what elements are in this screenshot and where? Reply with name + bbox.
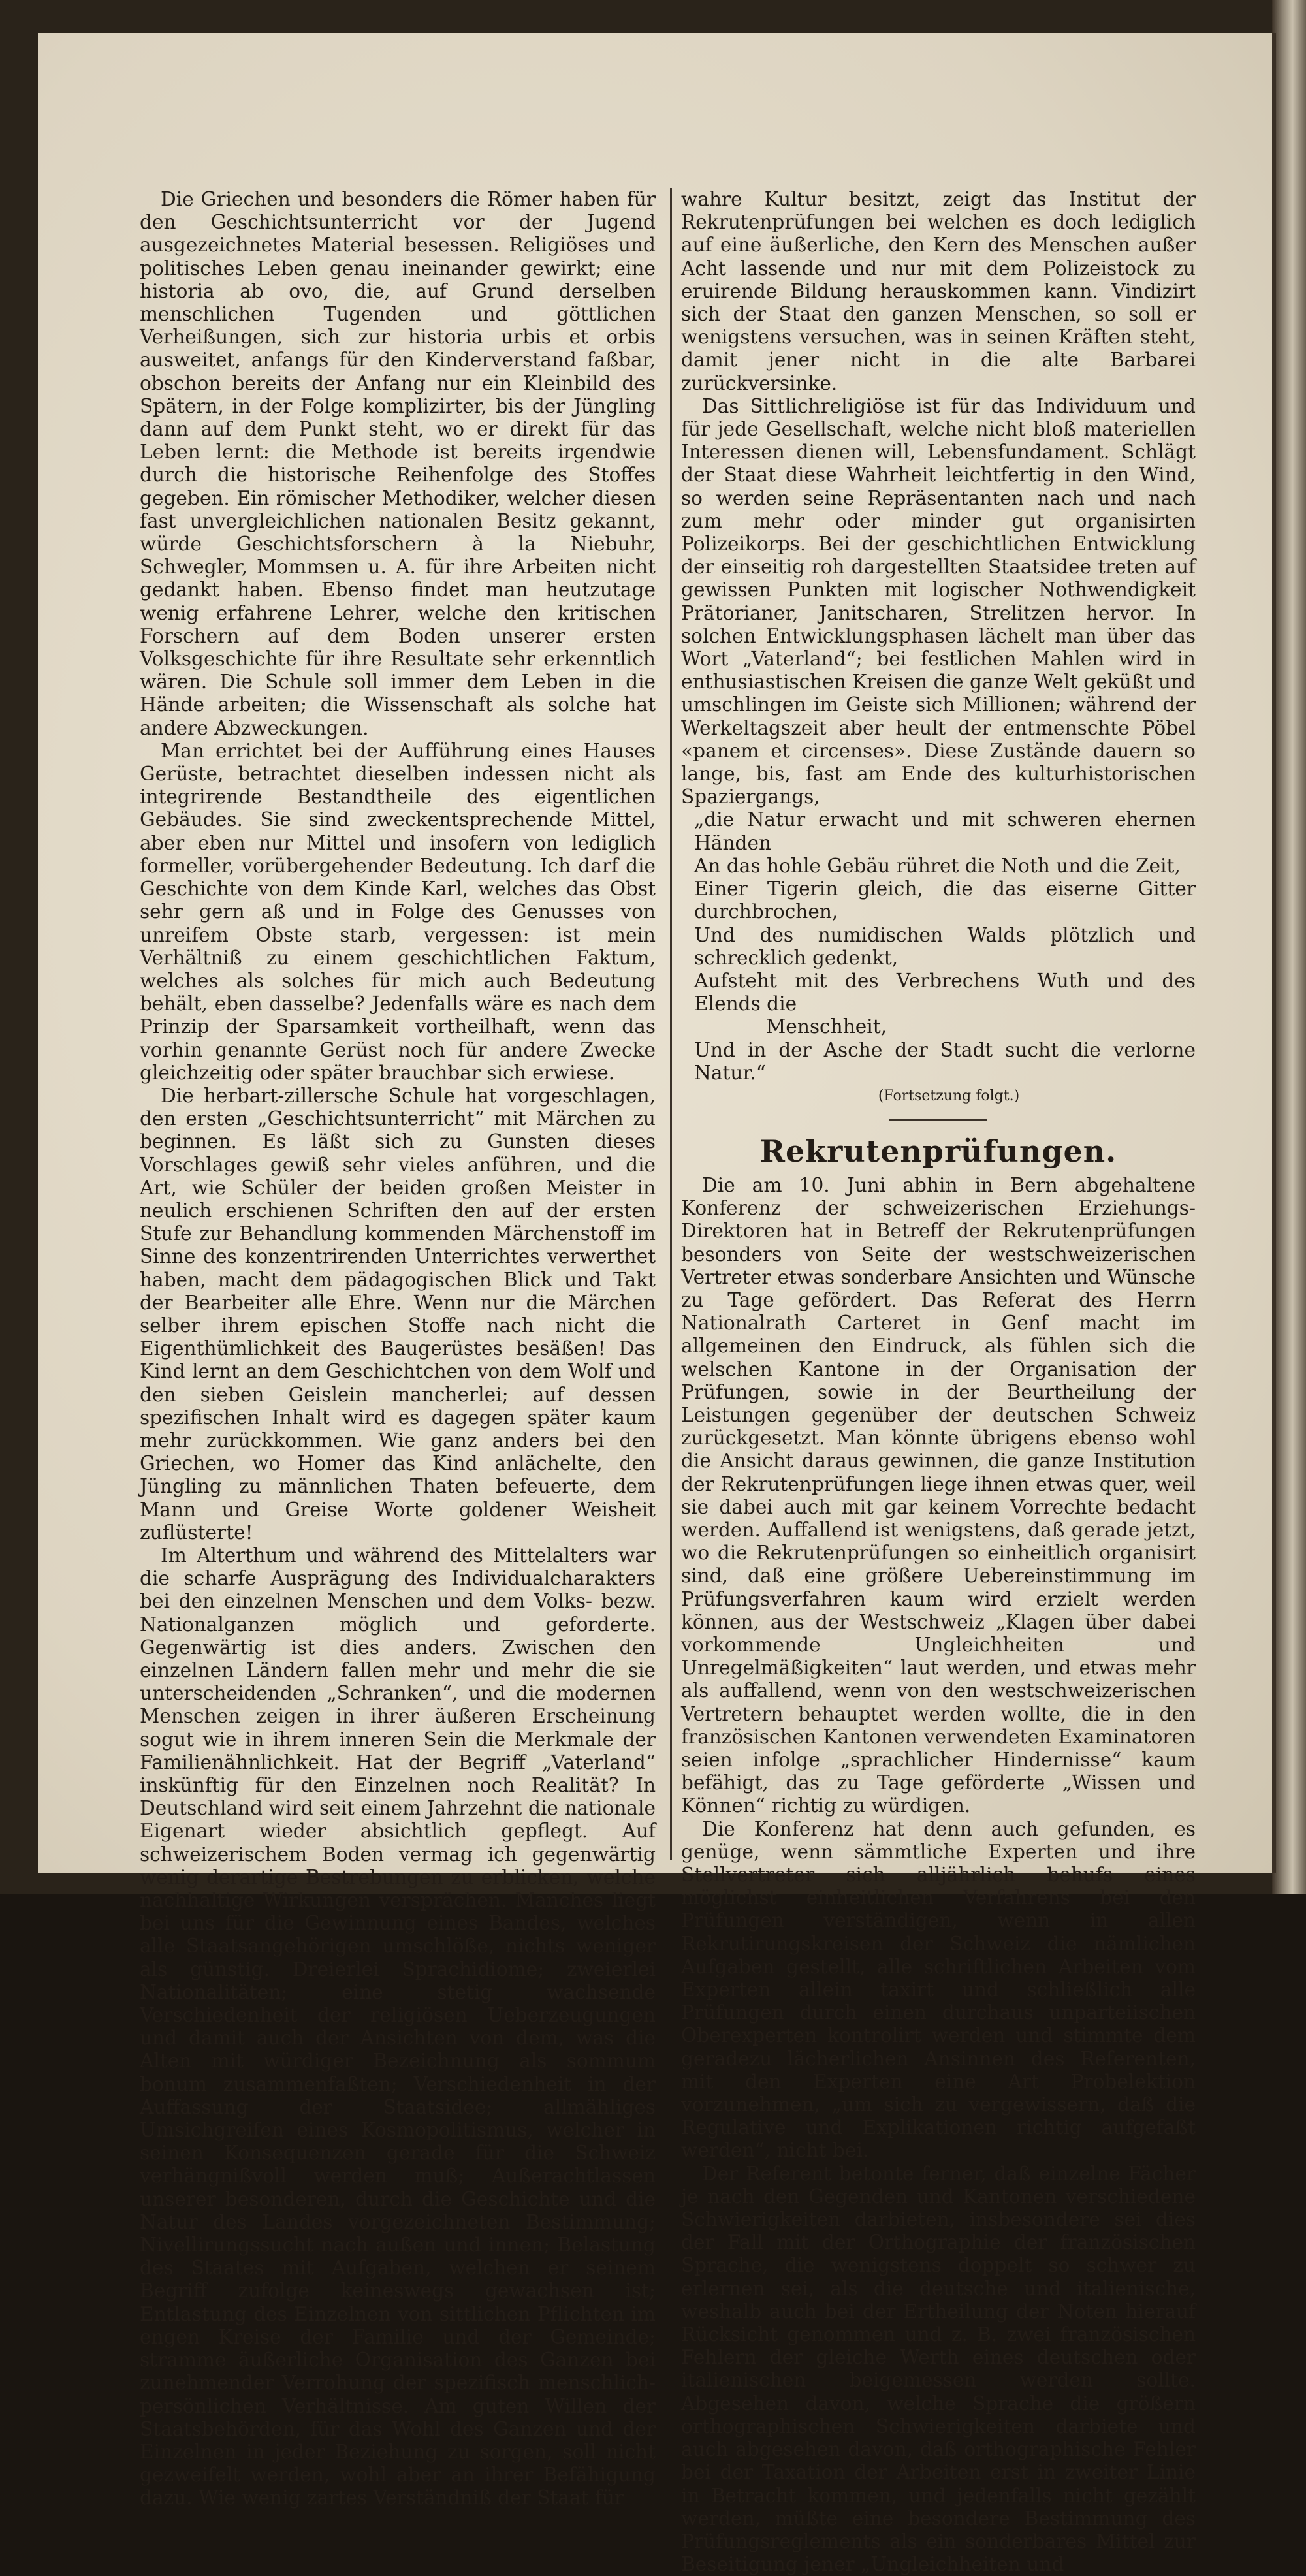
continued-note: (Fortsetzung folgt.) <box>878 1087 1020 1104</box>
verse-line: Aufsteht mit des Verbrechens Wuth und des Elends die <box>694 969 1196 1015</box>
paragraph-scaffolding: Man errichtet bei der Aufführung eines Hauses Gerüste, betrachtet dieselben indessen nicht als integrirende Bestandtheile des eigentlichen Gebäudes. Sie sind zweckentsprechende Mittel, aber eben nur Mittel und insofern von lediglich formeller, vorübergehender Bedeutung. Ich darf die Geschichte von dem Kinde Karl, welches das Obst sehr gern aß und in Folge des Genusses von unreifem Obste starb, vergessen: ist mein Verhältniß zu einem geschichtlichen Faktum, welches als solches für mich auch Bedeutung behält, eben dasselbe? Jedenfalls wäre es nach dem Prinzip der Sparsamkeit vortheilhaft, wenn das vorhin genannte Gerüst noch für andere Zwecke gleichzeitig oder später brauchbar sich erwiese. <box>140 739 656 1084</box>
right-column <box>681 188 1196 2576</box>
article-paragraph: Der Referent betonte ferner, daß einzelne Fächer je nach den Gegenden und Kantonen verschiedene Schwierigkeiten darbieten, insbesondere sei dies der Fall mit der Orthographie der französischen Sprache, die wenigstens doppelt so schwer zu erlernen sei, als die deutsche und italienische, weshalb auch bei der Ertheilung der Noten hierauf Rücksicht genommen und z. B. zwei französischen Fehlern der gleiche Werth eines deutschen oder italienischen beigemessen werden sollte. Abgesehen davon, welche Sprache die größern orthographischen Schwierigkeiten darbiete und auch abgesehen davon, daß orthographische Fehler bei der Taxation der Arbeiten erst in zweiter Linie in Betracht kommen, und jedenfalls nicht gezählt werden, müßte eine besondere Bestimmung des Prüfungsreglements als ein sonderbares Mittel zur Beseitigung jener „Ungleichheiten und <box>681 2162 1196 2576</box>
verse-line: Menschheit, <box>766 1015 887 1038</box>
paragraph-national-character: Im Alterthum und während des Mittelalters war die scharfe Ausprägung des Individualcharakters bei den einzelnen Menschen und dem Volks- bezw. Nationalganzen möglich und geforderte. Gegenwärtig ist dies anders. Zwischen den einzelnen Ländern fallen mehr und mehr die sie unterscheidenden „Schranken“, und die modernen Menschen zeigen in ihrer äußeren Erscheinung sogut wie in ihrem inneren Sein die Merkmale der Familienähnlichkeit. Hat der Begriff „Vaterland“ inskünftig für den Einzelnen noch Realität? In Deutschland wird seit einem Jahrzehnt die nationale Eigenart wieder absichtlich gepflegt. Auf schweizerischem Boden vermag ich gegenwärtig wenig derartige Bestrebungen zu erblicken, welche nachhaltige Wirkungen versprächen. Manches liegt bei uns für die Gewinnung eines Bandes, welches alle Staatsangehörigen umschlöße, nichts weniger als günstig. Dreierlei Sprachidiome; zweierlei Nationalitäten; eine stetig wachsende Verschiedenheit der religiösen Ueberzeugungen und damit auch der Ansichten von dem, was die Alten mit würdiger Bezeichnung als sommum bonum zusammenfaßten; Verschiedenheit in der Auffassung der Staatsidee; allmähliges Umsichgreifen eines Kosmopolitismus, welcher in seinen Konsequenzen gerade für die Schweiz verhängnißvoll werden muß; Außerachtlassen unserer besonderen, durch die Geschichte und die Natur des Landes vorgezeichneten Bestimmung; Nivellirungssucht nach außen und innen; Belastung des Staates mit Aufgaben, welchen er seinem Begriff zufolge keineswegs gewachsen ist; Entlastung des Einzelnen von sittlichen Pflichten im engen Kreise der Familie und der Gemeinde; stramme äußerliche Organisation des Ganzen bei zunehmender Verrohung der spezifisch menschlich-persönlichen Verhältnisse. Am guten Willen der Staatsbehörden, für das Wohl des Ganzen und der Einzelnen in jeder Beziehung zu sorgen, soll nicht gezweifelt werden, wohl aber an ihrer Befähigung dazu. Wie wenig zartes Verständniß der Staat für <box>140 1544 656 2509</box>
verse-line: Und des numidischen Walds plötzlich und schrecklich gedenkt, <box>694 923 1196 969</box>
paragraph-continuation: wahre Kultur besitzt, zeigt das Institut der Rekrutenprüfungen bei welchen es doch lediglich auf eine äußerliche, den Kern des Menschen außer Acht lassende und nur mit dem Polizeistock zu eruirende Bildung herauskommen kann. Vindizirt sich der Staat den ganzen Menschen, so soll er wenigstens versuchen, was in seinen Kräften steht, damit jener nicht in die alte Barbarei zurückversinke. <box>681 188 1196 394</box>
left-column <box>140 188 656 2510</box>
paragraph-sittlichreligioese: Das Sittlichreligiöse ist für das Individuum und für jede Gesellschaft, welche nicht bloß materiellen Interessen dienen will, Lebensfundament. Schlägt der Staat diese Wahrheit leichtfertig in den Wind, so werden seine Repräsentanten nach und nach zum mehr oder minder gut organisirten Polizeikorps. Bei der geschichtlichen Entwicklung der einseitig roh dargestellten Staatsidee treten auf gewissen Punkten mit logischer Nothwendigkeit Prätorianer, Janitscharen, Strelitzen hervor. In solchen Entwicklungsphasen lächelt man über das Wort „Vaterland“; bei festlichen Mahlen wird in enthusiastischen Kreisen die ganze Welt geküßt und umschlingen im Geiste sich Millionen; während der Werkeltagszeit aber heult der entmenschte Pöbel «panem et circenses». Diese Zustände dauern so lange, bis, fast am Ende des kulturhistorischen Spaziergangs, <box>681 394 1196 808</box>
article-paragraph: Die am 10. Juni abhin in Bern abgehaltene Konferenz der schweizerischen Erziehungs-Direktoren hat in Betreff der Rekrutenprüfungen besonders von Seite der westschweizerischen Vertreter etwas sonderbare Ansichten und Wünsche zu Tage gefördert. Das Referat des Herrn Nationalrath Carteret in Genf macht im allgemeinen den Eindruck, als fühlen sich die welschen Kantone in der Organisation der Prüfungen, sowie in der Beurtheilung der Leistungen gegenüber der deutschen Schweiz zurückgesetzt. Man könnte übrigens ebenso wohl die Ansicht daraus gewinnen, die ganze Institution der Rekrutenprüfungen liege ihnen etwas quer, weil sie dabei auch mit gar keinem Vorrechte bedacht werden. Auffallend ist wenigstens, daß gerade jetzt, wo die Rekrutenprüfungen so einheitlich organisirt sind, daß eine größere Uebereinstimmung im Prüfungsverfahren kaum wird erzielt werden können, aus der Westschweiz „Klagen über dabei vorkommende Ungleichheiten und Unregelmäßigkeiten“ laut werden, und etwas mehr als auffallend, wenn von den westschweizerischen Vertretern behauptet werden wollte, die in den französischen Kantonen verwendeten Examinatoren seien infolge „sprachlicher Hindernisse“ kaum befähigt, das zu Tage geförderte „Wissen und Können“ richtig zu würdigen. <box>681 1173 1196 1817</box>
verse-line: An das hohle Gebäu rühret die Noth und die Zeit, <box>694 854 1181 877</box>
paragraph-herbart-ziller: Die herbart-zillersche Schule hat vorgeschlagen, den ersten „Geschichtsunterricht“ mit Märchen zu beginnen. Es läßt sich zu Gunsten dieses Vorschlages gewiß sehr vieles anführen, und die Art, wie Schüler der beiden großen Meister in neulich erschienen Schriften den auf der ersten Stufe zur Behandlung kommenden Märchenstoff im Sinne des konzentrirenden Unterrichtes verwerthet haben, macht dem pädagogischen Blick und Takt der Bearbeiter alle Ehre. Wenn nur die Märchen selber ihrem epischen Stoffe nach nicht die Eigenthümlichkeit des Baugerüstes besäßen! Das Kind lernt an dem Geschichtchen von dem Wolf und den sieben Geislein mancherlei; auf dessen spezifischen Inhalt wird es dagegen später kaum mehr zurückkommen. Wie ganz anders bei den Griechen, wo Homer das Kind anlächelte, den Jüngling zu männlichen Thaten befeuerte, dem Mann und Greise Worte goldener Weisheit zuflüsterte! <box>140 1084 656 1544</box>
verse-line: Einer Tigerin gleich, die das eiserne Gitter durchbrochen, <box>694 878 1196 923</box>
column-divider <box>670 188 672 1860</box>
schiller-verse <box>694 808 1196 1084</box>
verse-line: „die Natur erwacht und mit schweren ehernen Händen <box>694 808 1196 854</box>
paragraph-history-teaching: Die Griechen und besonders die Römer haben für den Geschichtsunterricht vor der Jugend ausgezeichnetes Material besessen. Religiöses und politisches Leben genau ineinander gewirkt; eine historia ab ovo, die, auf Grund derselben menschlichen Tugenden und göttlichen Verheißungen, sich zur historia urbis et orbis ausweitet, anfangs für den Kinderverstand faßbar, obschon bereits der Anfang nur ein Kleinbild des Spätern, in der Folge komplizirter, bis der Jüngling dann auf dem Punkt steht, wo er direkt für das Leben lernt: die Methode ist bereits irgendwie durch die historische Reihenfolge des Stoffes gegeben. Ein römischer Methodiker, welcher diesen fast unvergleichlichen nationalen Besitz gekannt, würde Geschichtsforschern à la Niebuhr, Schwegler, Mommsen u. A. für ihre Arbeiten nicht gedankt haben. Ebenso findet man heutzutage wenig erfahrene Lehrer, welche den kritischen Forschern auf dem Boden unserer ersten Volksgeschichte für ihre Resultate sehr erkenntlich wären. Die Schule soll immer dem Leben in die Hände arbeiten; die Wissenschaft als solche hat andere Abzweckungen. <box>140 188 656 739</box>
next-page-edge <box>1272 0 1306 1894</box>
verse-line: Und in der Asche der Stadt sucht die verlorne Natur.“ <box>694 1038 1196 1084</box>
article-title: Rekrutenprüfungen. <box>759 1133 1117 1169</box>
section-separator <box>889 1119 987 1121</box>
article-paragraph: Die Konferenz hat denn auch gefunden, es genüge, wenn sämmtliche Experten und ihre Stellvertreter sich alljährlich behufs eines möglichst einheitlichen Verfahrens bei den Prüfungen verständigen, wenn in allen Rekrutirungskreisen der Schweiz die nämlichen Aufgaben gestellt, alle schriftlichen Arbeiten vom Experten allein taxirt und schließlich alle Prüfungen durch einen durchaus unparteiischen Oberexperten kontrolirt werden und stimmte dem geradezu lächerlichen Ansinnen des Referenten, mit den Experten eine Art Probelektion vorzunehmen, „um sich zu vergewissern, daß die Regulative und Explikationen richtig aufgefaßt werden“, nicht bei. <box>681 1817 1196 2162</box>
